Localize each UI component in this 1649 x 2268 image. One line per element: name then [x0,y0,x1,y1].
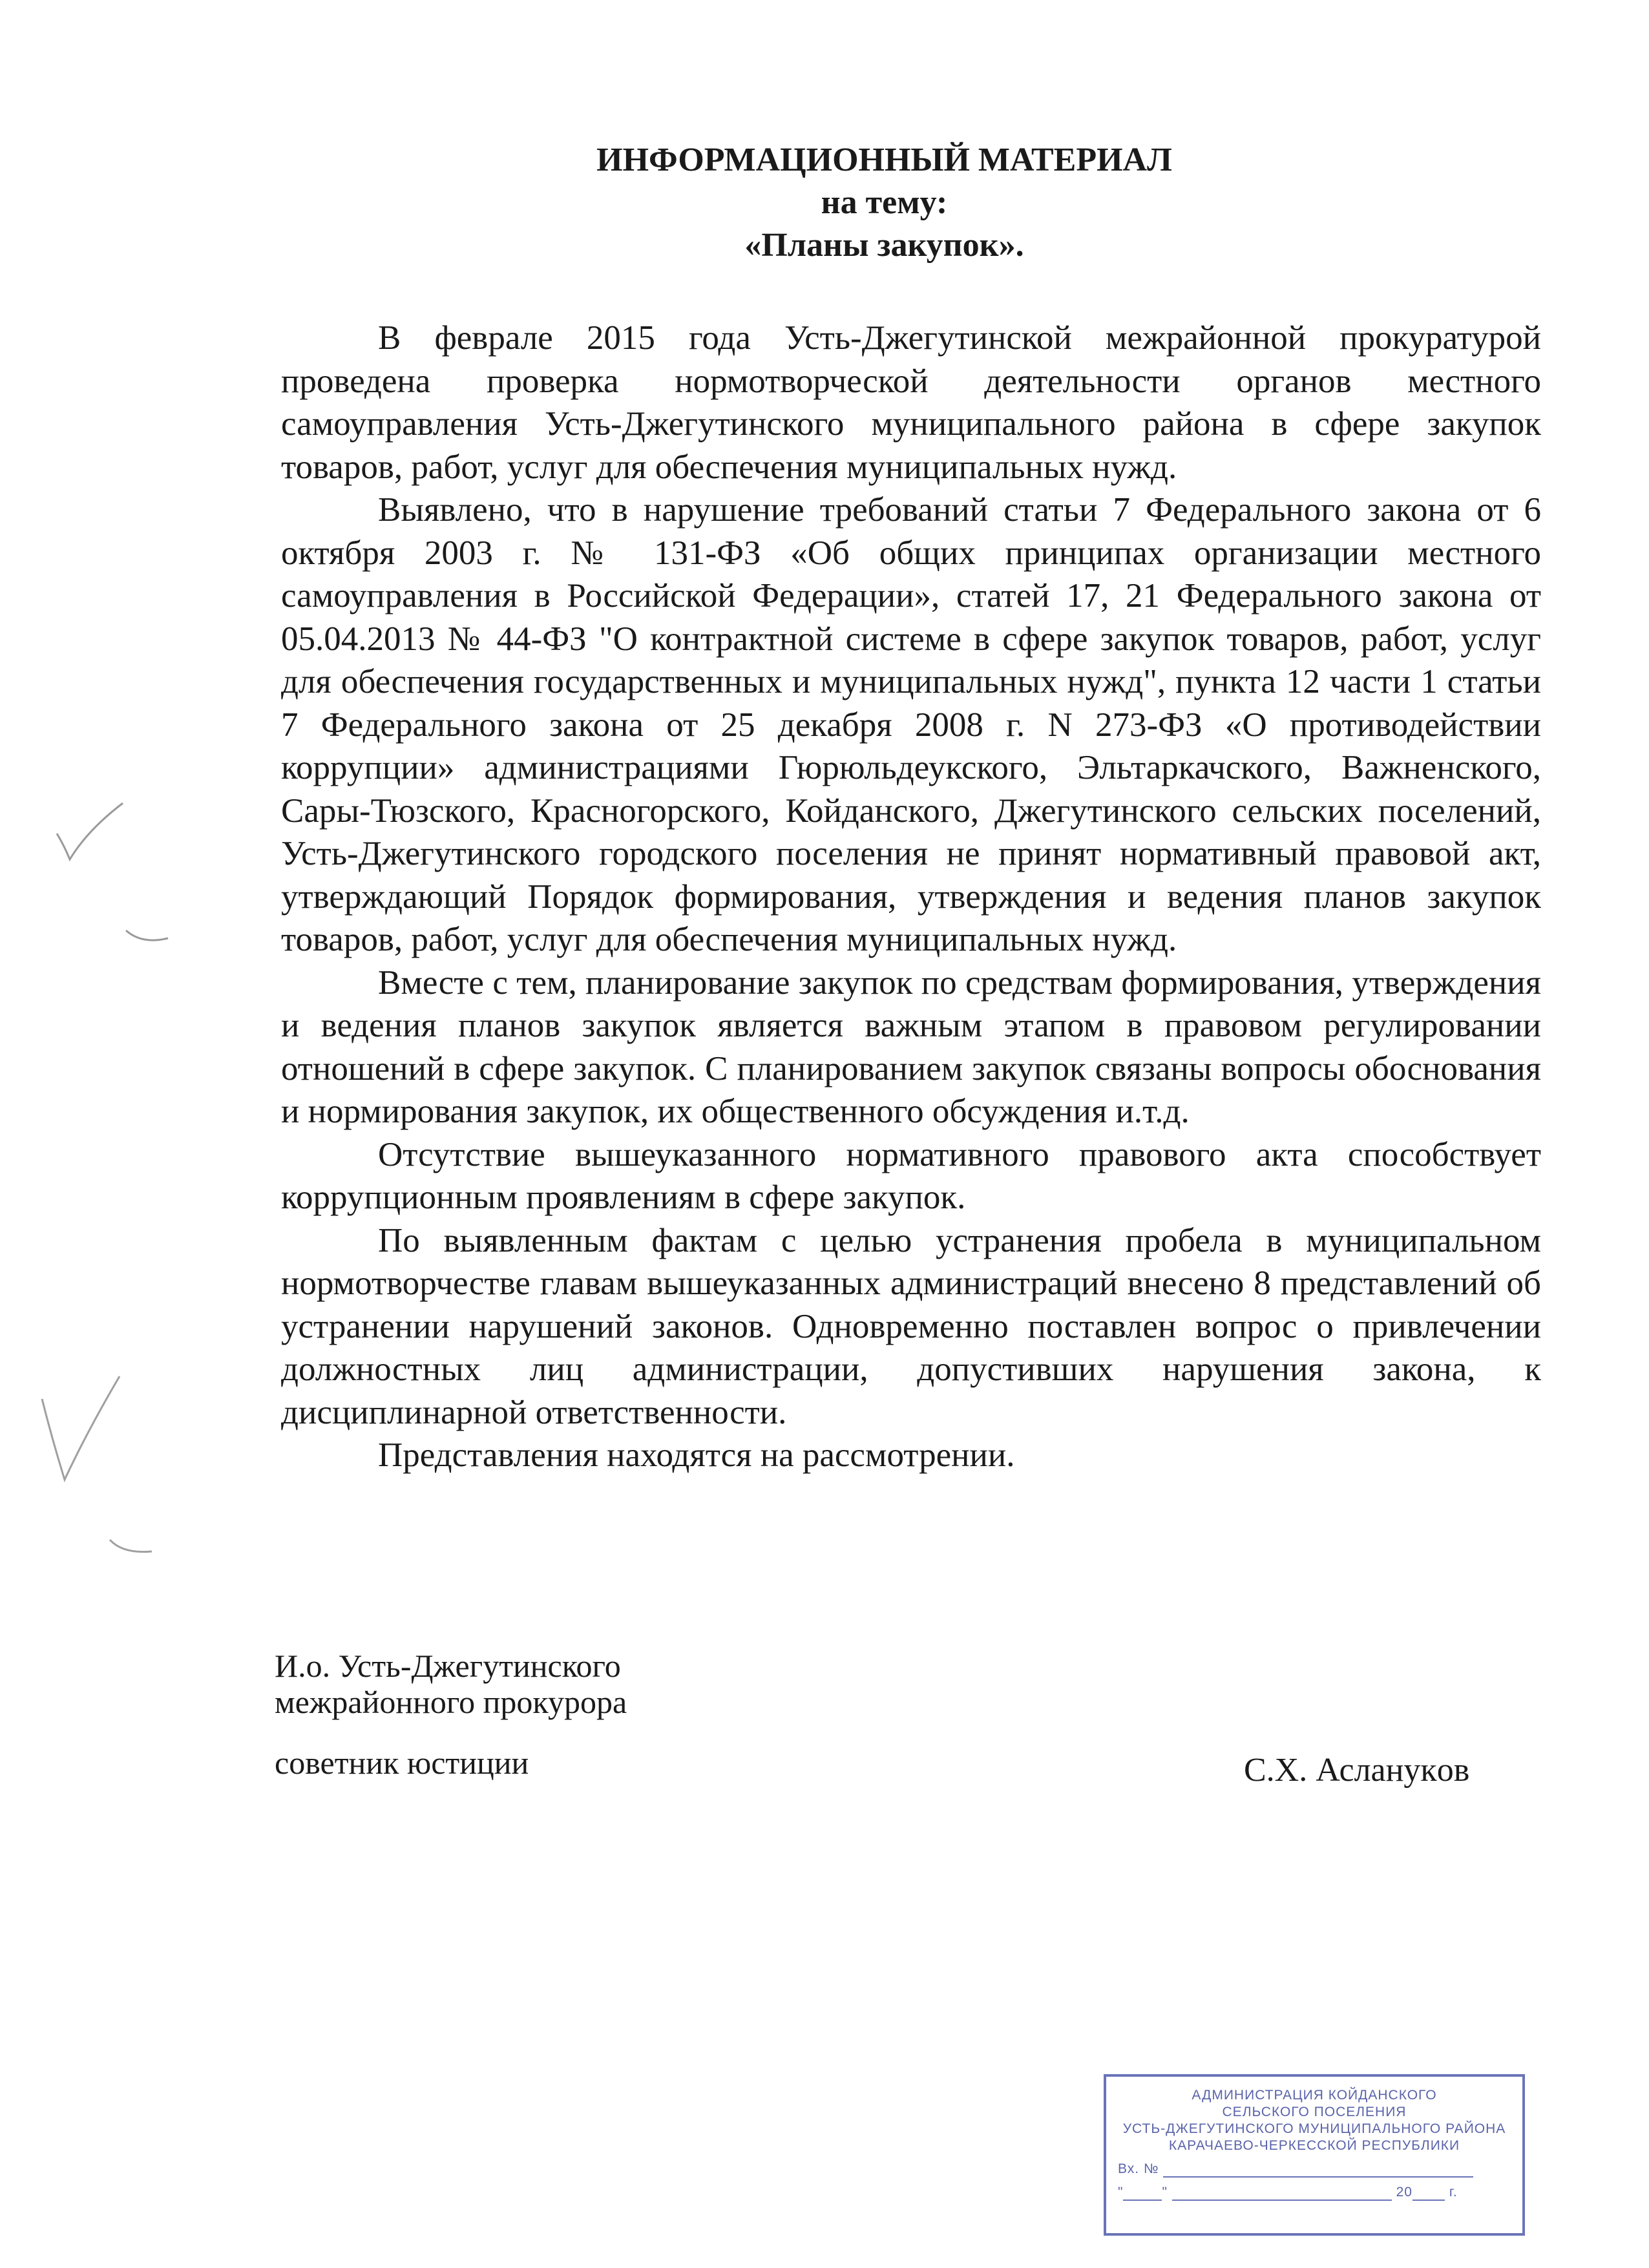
checkmark-icon [52,798,129,869]
title-line-2: на тему: [821,184,948,221]
pencil-stroke-icon [123,924,174,950]
stamp-year-prefix: 20 [1396,2185,1413,2200]
stamp-year-blank [1413,2187,1445,2201]
paragraph: Выявлено, что в нарушение требований статьи 7 Федерального закона от 6 октября 2003 г. № 131-ФЗ «Об общих принципах организации местного самоуправления в Российской Федерации», статей 17, 21 Федерального закона от 05.04.2013 № 44-ФЗ "О контрактной системе в сфере закупок товаров, работ, услуг для обеспечения государственных и муниципальных нужд", пункта 12 части 1 статьи 7 Федерального закона от 25 декабря 2008 г. N 273-ФЗ «О противодействии коррупции» администрациями Гюрюльдеукского, Эльтаркачского, Важненского, Сары-Тюзского, Красногорского, Койданского, Джегутинского сельских поселений, Усть-Джегутинского городского поселения не принят нормативный правовой акт, утверждающий Порядок формирования, утверждения и ведения планов закупок товаров, работ, услуг для обеспечения муниципальных нужд. [281,491,1541,958]
paragraph: По выявленным фактам с целью устранения пробела в муниципальном нормотворчестве главам вышеуказанных администраций внесено 8 представлений об устранении нарушений законов. Одновременно поставлен вопрос о привлечении должностных лиц администрации, допустивших нарушения закона, к дисциплинарной ответственности. [281,1221,1541,1431]
stamp-month-blank [1172,2187,1392,2201]
stamp-incoming-number [1118,2161,1511,2178]
stamp-line-1: АДМИНИСТРАЦИЯ КОЙДАНСКОГО [1192,2088,1437,2103]
stamp-date [1118,2184,1511,2201]
paragraph: Представления находятся на рассмотрении. [378,1436,1015,1474]
registration-stamp [1104,2074,1525,2236]
stamp-line-3: УСТЬ-ДЖЕГУТИНСКОГО МУНИЦИПАЛЬНОГО РАЙОНА [1122,2121,1506,2136]
signatory-position-line-1: И.о. Усть-Джегутинского [275,1648,621,1684]
document-title [0,139,1649,267]
paragraph: В феврале 2015 года Усть-Джегутинской межрайонной прокуратурой проведена проверка нормотворческой деятельности органов местного самоуправления Усть-Джегутинского муниципального района в сфере закупок товаров, работ, услуг для обеспечения муниципальных нужд. [281,319,1541,486]
title-line-3: «Планы закупок». [744,227,1024,264]
stamp-line-2: СЕЛЬСКОГО ПОСЕЛЕНИЯ [1222,2105,1407,2119]
signatory-position [275,1648,627,1720]
stamp-close-quote: " [1162,2185,1168,2200]
pencil-stroke-icon [107,1535,158,1560]
document-body [281,317,1541,1477]
stamp-number-blank [1163,2163,1473,2178]
stamp-open-quote: " [1118,2185,1124,2200]
title-line-1: ИНФОРМАЦИОННЫЙ МАТЕРИАЛ [596,142,1172,178]
paragraph: Вместе с тем, планирование закупок по средствам формирования, утверждения и ведения планов закупок является важным этапом в правовом регулировании отношений в сфере закупок. С планированием закупок связаны вопросы обоснования и нормирования закупок, их общественного обсуждения и.т.д. [281,963,1541,1130]
stamp-line-4: КАРАЧАЕВО-ЧЕРКЕССКОЙ РЕСПУБЛИКИ [1168,2138,1460,2153]
stamp-year-suffix: г. [1449,2185,1458,2200]
stamp-day-blank [1123,2187,1162,2201]
stamp-incoming-label: Вх. № [1118,2161,1159,2176]
signatory-name: С.Х. Асланукoв [1244,1752,1470,1789]
signatory-position-line-2: межрайонного прокурора [275,1684,627,1720]
checkmark-icon [36,1367,126,1489]
signatory-rank: советник юстиции [275,1745,529,1781]
paragraph: Отсутствие вышеуказанного нормативного правового акта способствует коррупционным проявлениям в сфере закупок. [281,1135,1541,1216]
